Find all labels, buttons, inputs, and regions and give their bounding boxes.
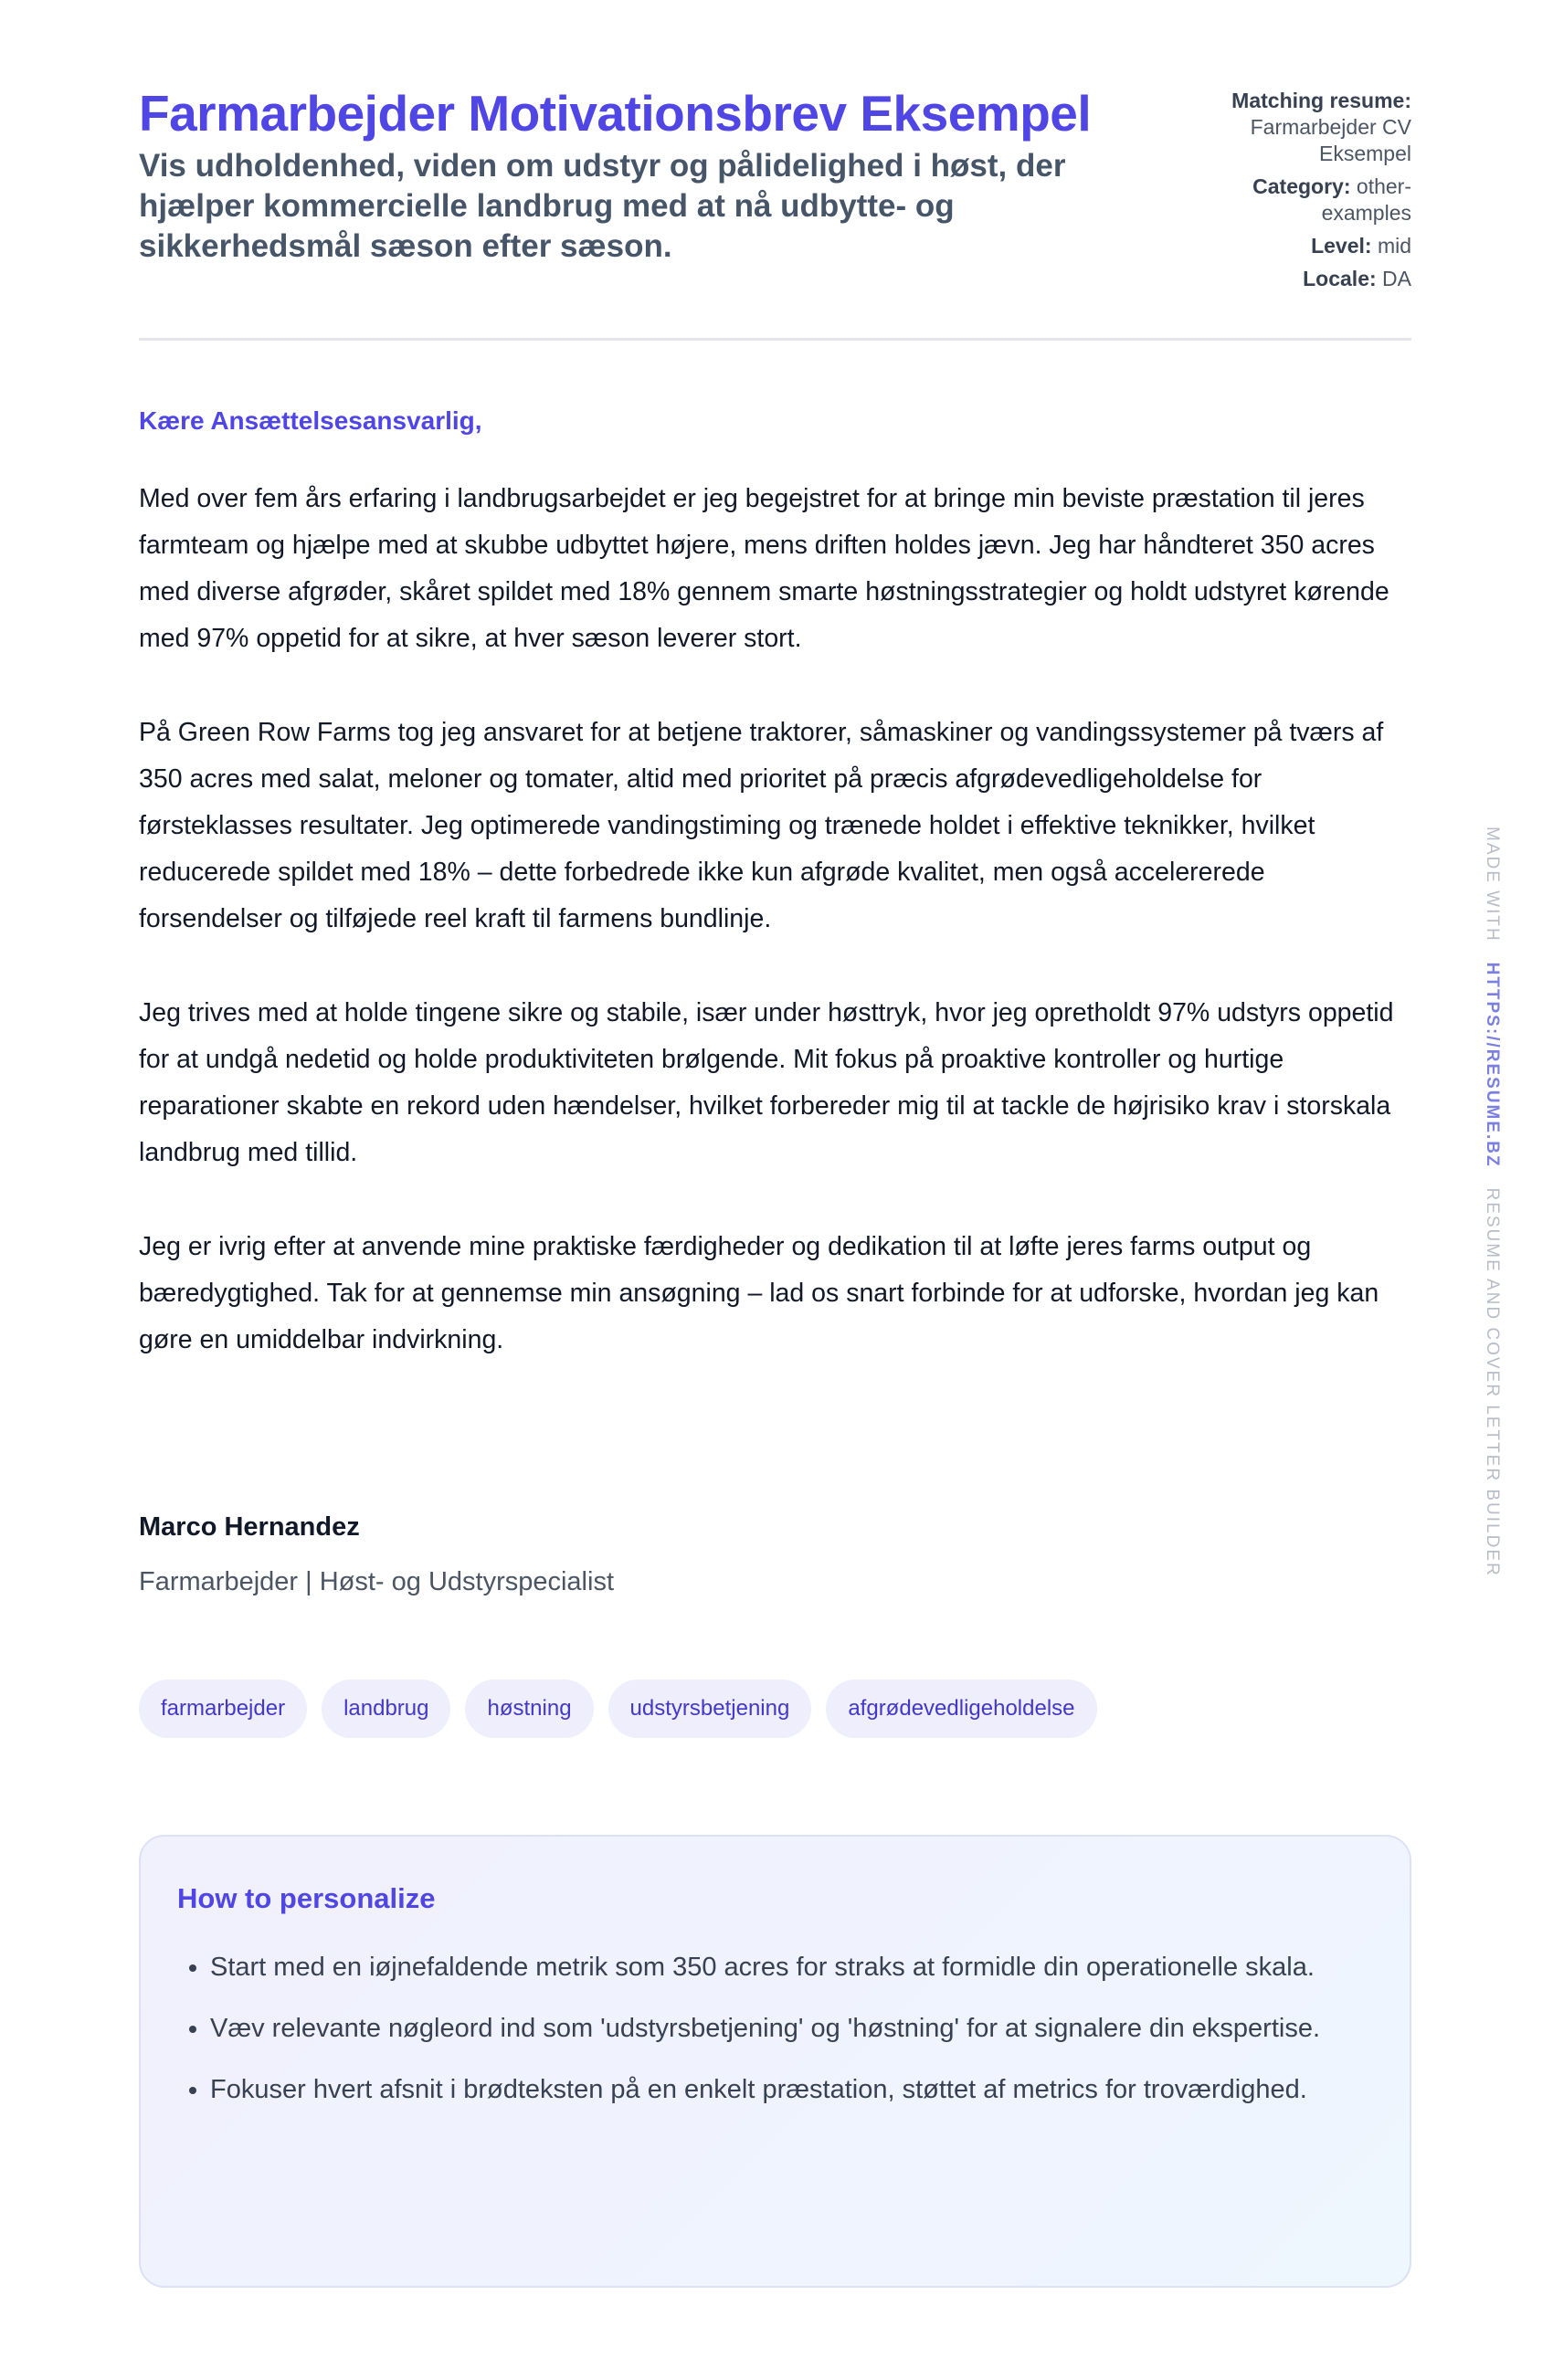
tag[interactable]: landbrug	[322, 1680, 450, 1738]
meta-label: Category:	[1252, 174, 1351, 198]
paragraph: Med over fem års erfaring i landbrugsarbejdet er jeg begejstret for at bringe min beviste præstation til jeres farmteam og hjælpe med at skubbe udbyttet højere, mens driften holdes jævn. Jeg har håndteret 350 acres med diverse afgrøder, skåret spildet med 18% gennem smarte høstningsstrategier og holdt udstyret kørende med 97% oppetid for at sikre, at hver sæson leverer stort.	[139, 484, 1389, 653]
page-title: Farmarbejder Motivationsbrev Eksempel	[139, 85, 1092, 142]
meta-value: DA	[1382, 267, 1411, 290]
meta-label: Level:	[1311, 234, 1372, 258]
tag-list	[139, 1680, 1097, 1738]
tag[interactable]: farmarbejder	[139, 1680, 307, 1738]
meta-value: mid	[1377, 234, 1411, 258]
paragraph: På Green Row Farms tog jeg ansvaret for at betjene traktorer, såmaskiner og vandingssystemer på tværs af 350 acres med salat, meloner og tomater, altid med prioritet på præcis afgrødevedligeholdelse for førsteklasses resultater. Jeg optimerede vandingstiming og trænede holdet i effektive teknikker, hvilket reducerede spildet med 18% – dette forbedrede ikke kun afgrøde kvalitet, men også accelererede forsendelser og tilføjede reel kraft til farmens bundlinje.	[139, 718, 1384, 933]
meta-label: Locale:	[1303, 267, 1377, 290]
meta-label: Matching resume:	[1231, 89, 1411, 112]
greeting: Kære Ansættelsesansvarlig,	[139, 406, 482, 435]
page-subtitle: Vis udholdenhed, viden om udstyr og pålidelighed i høst, der hjælper kommercielle landbrug med at nå udbytte- og sikkerhedsmål sæson efter sæson.	[139, 148, 1066, 264]
paragraph: Jeg er ivrig efter at anvende mine praktiske færdigheder og dedikation til at løfte jeres farms output og bæredygtighed. Tak for at gennemse min ansøgning – lad os snart forbinde for at udforske, hvordan jeg kan gøre en umiddelbar indvirkning.	[139, 1232, 1379, 1354]
tips-list	[210, 1944, 1389, 2128]
made-with-banner	[1474, 827, 1502, 1577]
divider	[139, 338, 1411, 341]
meta-value: Farmarbejder CV Eksempel	[1250, 115, 1411, 165]
meta-value: other-examples	[1321, 174, 1411, 225]
tag[interactable]: høstning	[465, 1680, 593, 1738]
meta-category	[1201, 174, 1411, 226]
made-with-text: MADE WITH	[1483, 827, 1502, 943]
personalize-heading: How to personalize	[177, 1882, 436, 1914]
paragraph: Jeg trives med at holde tingene sikre og stabile, især under høsttryk, hvor jeg opretholdt 97% udstyrs oppetid for at undgå nedetid og holde produktiviteten brølgende. Mit fokus på proaktive kontroller og hurtige reparationer skabte en rekord uden hændelser, hvilket forbereder mig til at tackle de højrisiko krav i storskala landbrug med tillid.	[139, 998, 1394, 1167]
meta-locale	[1201, 266, 1411, 292]
meta-level	[1201, 233, 1411, 259]
tip-item: • Fokuser hvert afsnit i brødteksten på en enkelt præstation, støttet af metrics for troværdighed.	[210, 2067, 1389, 2113]
tag[interactable]: afgrødevedligeholdelse	[826, 1680, 1096, 1738]
tip-item: • Start med en iøjnefaldende metrik som 350 acres for straks at formidle din operationelle skala.	[210, 1944, 1389, 1991]
builder-text: RESUME AND COVER LETTER BUILDER	[1483, 1187, 1502, 1577]
signature-role: Farmarbejder | Høst- og Udstyrspecialist	[139, 1567, 615, 1596]
letter-body	[139, 476, 1411, 1411]
signature-name: Marco Hernandez	[139, 1512, 360, 1542]
meta-info	[1201, 88, 1411, 299]
tip-item: • Væv relevante nøgleord ind som 'udstyrsbetjening' og 'høstning' for at signalere din ekspertise.	[210, 2006, 1389, 2052]
meta-matching-resume	[1201, 88, 1411, 167]
personalize-box	[139, 1835, 1411, 2288]
tag[interactable]: udstyrsbetjening	[608, 1680, 812, 1738]
resume-bz-link[interactable]: HTTPS://RESUME.BZ	[1483, 962, 1502, 1168]
